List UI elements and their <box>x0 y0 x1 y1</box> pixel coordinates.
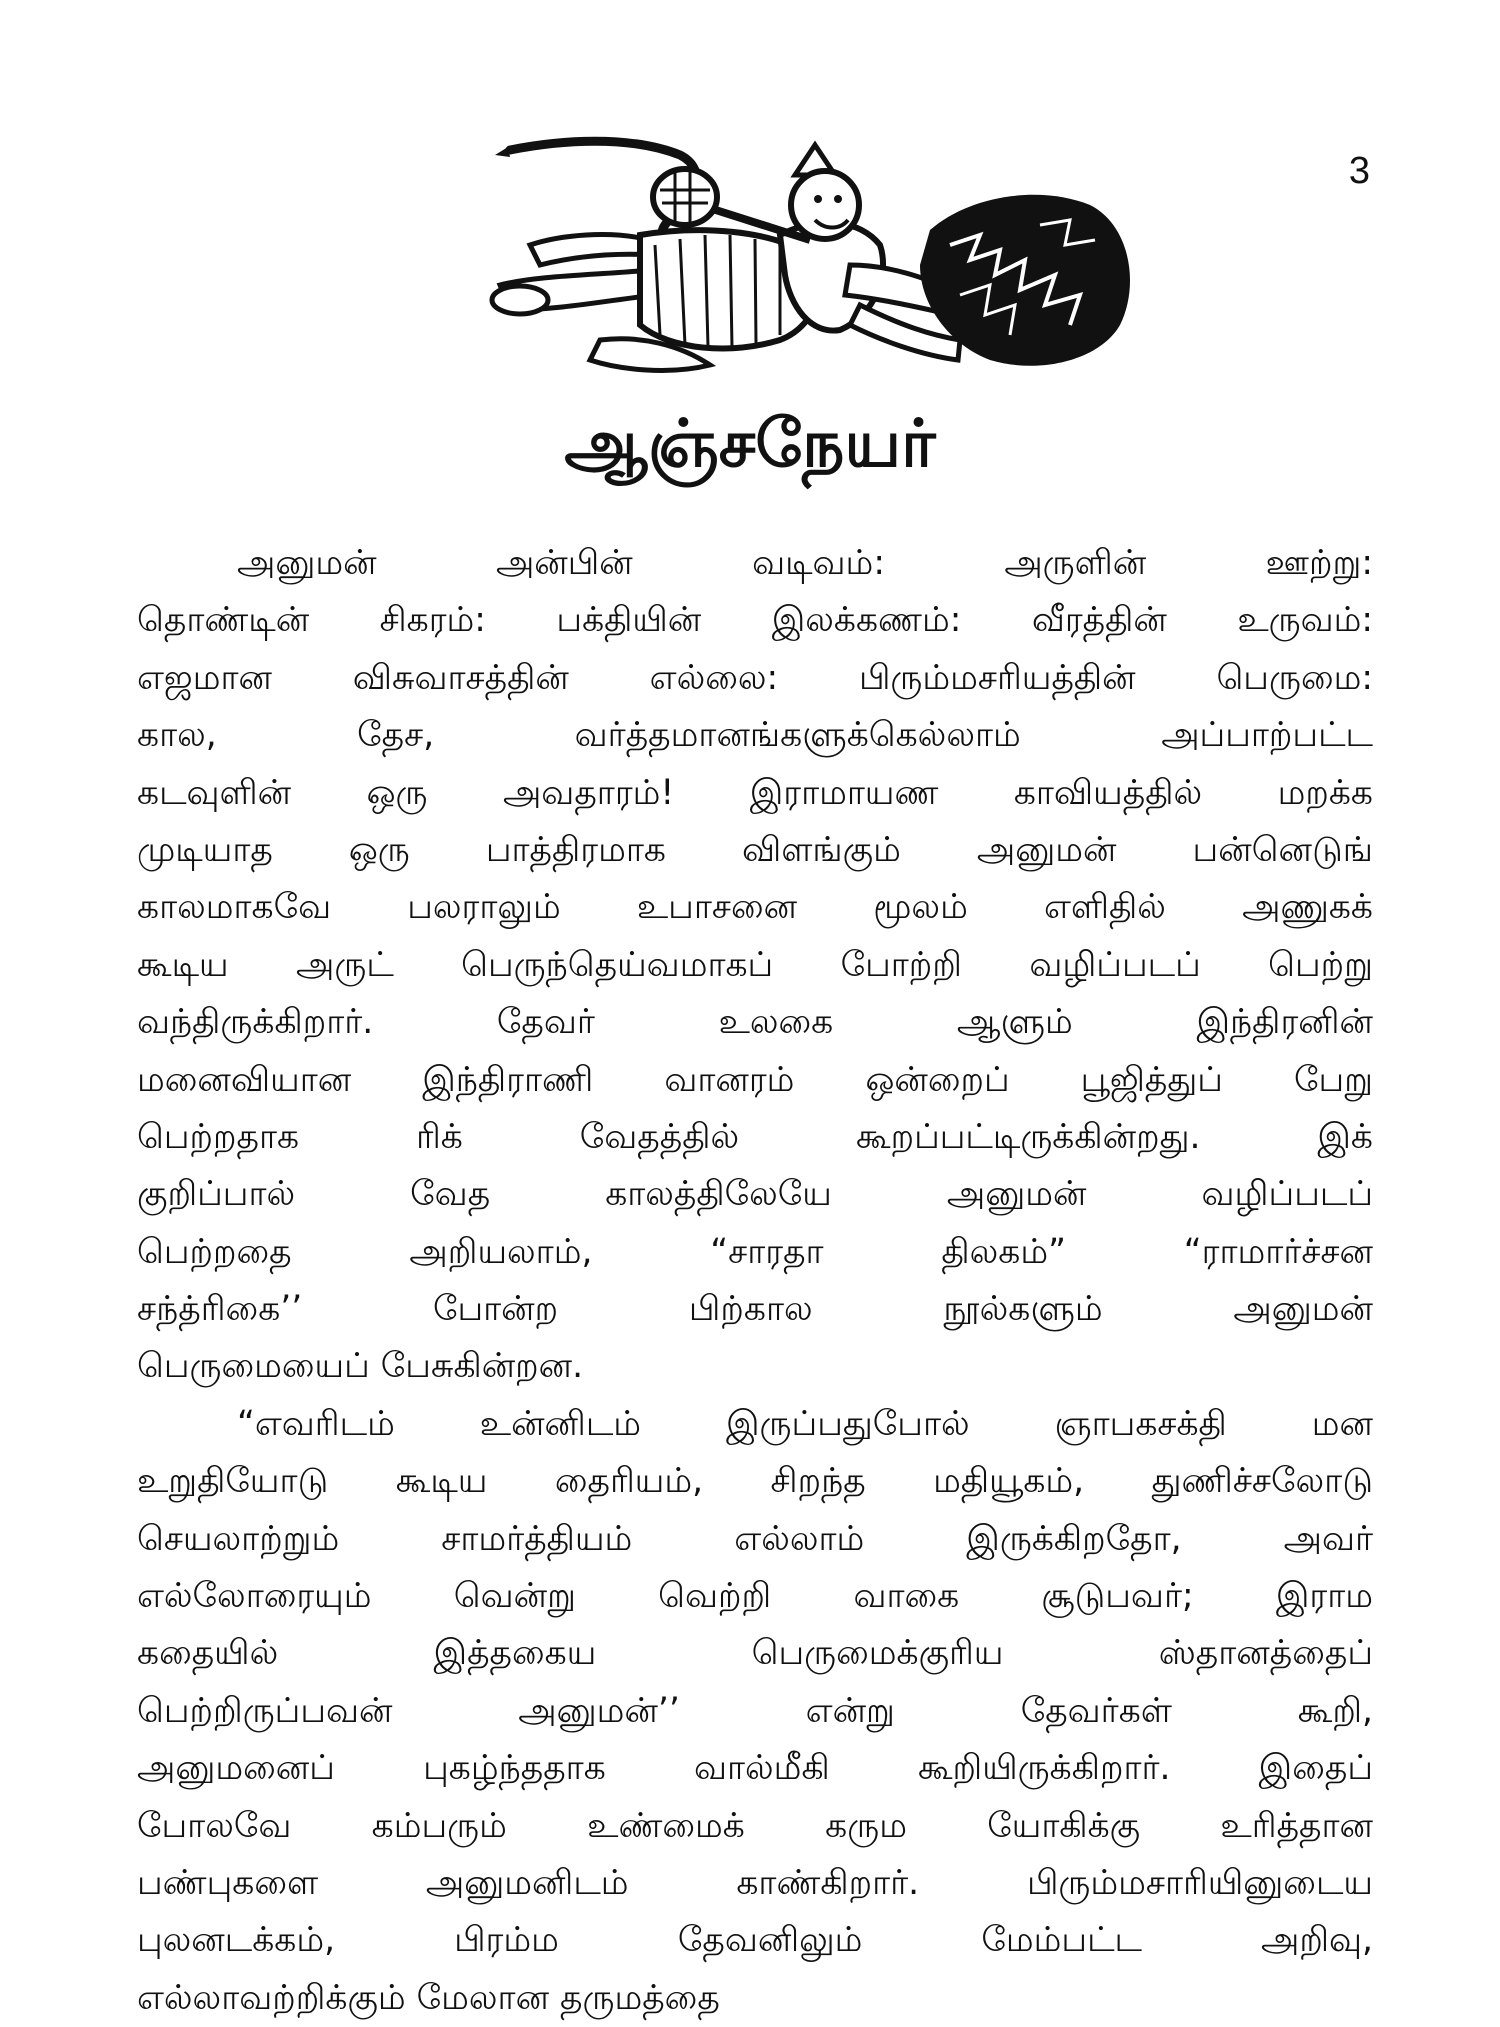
text-line: சந்த்ரிகை’’ போன்ற பிற்கால நூல்களும் அனுமன் <box>137 1289 1373 1330</box>
text-line: பெற்றிருப்பவன் அனுமன்’’ என்று தேவர்கள் கூறி, <box>137 1690 1373 1731</box>
text-line: செயலாற்றும் சாமர்த்தியம் எல்லாம் இருக்கிறதோ, அவர் <box>137 1518 1373 1559</box>
text-line: கடவுளின் ஒரு அவதாரம்! இராமாயண காவியத்தில் மறக்க <box>137 772 1373 813</box>
text-line: அனுமனைப் புகழ்ந்ததாக வால்மீகி கூறியிருக்கிறார். இதைப் <box>137 1748 1373 1789</box>
text-line: மனைவியான இந்திராணி வானரம் ஒன்றைப் பூஜித்துப் பேறு <box>137 1059 1373 1100</box>
text-line: போலவே கம்பரும் உண்மைக் கரும யோகிக்கு உரித்தான <box>137 1805 1373 1846</box>
text-line: அனுமன் அன்பின் வடிவம்: அருளின் ஊற்று: <box>237 543 1373 583</box>
text-line: பெருமையைப் பேசுகின்றன. <box>137 1346 584 1387</box>
text-line: பெற்றதாக ரிக் வேதத்தில் கூறப்பட்டிருக்கின்றது. இக் <box>137 1116 1373 1157</box>
text-line: பெற்றதை அறியலாம், “சாரதா திலகம்” “ராமார்ச்சன <box>137 1231 1373 1272</box>
page-title: ஆஞ்சநேயர் <box>564 405 936 482</box>
text-line: குறிப்பால் வேத காலத்திலேயே அனுமன் வழிப்படப் <box>137 1174 1373 1215</box>
text-line: கதையில் இத்தகைய பெருமைக்குரிய ஸ்தானத்தைப் <box>137 1633 1373 1674</box>
text-line: “எவரிடம் உன்னிடம் இருப்பதுபோல் ஞாபகசக்தி மன <box>237 1403 1373 1444</box>
text-line: எஜமான விசுவாசத்தின் எல்லை: பிரும்மசரியத்தின் பெருமை: <box>137 657 1373 698</box>
text-line: புலனடக்கம், பிரம்ம தேவனிலும் மேம்பட்ட அறிவு, <box>137 1920 1373 1961</box>
text-line: தொண்டின் சிகரம்: பக்தியின் இலக்கணம்: வீரத்தின் உருவம்: <box>137 600 1373 641</box>
text-line: காலமாகவே பலராலும் உபாசனை மூலம் எளிதில் அணுகக் <box>137 887 1373 928</box>
paragraph-2 <box>137 1396 1373 2027</box>
flying-hanuman-illustration-icon <box>480 135 1140 405</box>
text-line: எல்லாவற்றிக்கும் மேலான தருமத்தை <box>137 1977 720 2018</box>
text-line: கூடிய அருட் பெருந்தெய்வமாகப் போற்றி வழிப்படப் பெற்று <box>137 944 1373 985</box>
text-line: பண்புகளை அனுமனிடம் காண்கிறார். பிரும்மசாரியினுடைய <box>137 1862 1373 1903</box>
page-number: 3 <box>1348 150 1370 192</box>
paragraph-1 <box>137 535 1373 1396</box>
text-line: முடியாத ஒரு பாத்திரமாக விளங்கும் அனுமன் பன்னெடுங் <box>137 829 1373 870</box>
text-line: எல்லோரையும் வென்று வெற்றி வாகை சூடுபவர்; இராம <box>137 1576 1373 1617</box>
body-text <box>137 535 1373 2027</box>
text-line: உறுதியோடு கூடிய தைரியம், சிறந்த மதியூகம், துணிச்சலோடு <box>137 1461 1373 1502</box>
text-line: கால, தேச, வர்த்தமானங்களுக்கெல்லாம் அப்பாற்பட்ட <box>137 715 1373 756</box>
text-line: வந்திருக்கிறார். தேவர் உலகை ஆளும் இந்திரனின் <box>137 1002 1373 1043</box>
